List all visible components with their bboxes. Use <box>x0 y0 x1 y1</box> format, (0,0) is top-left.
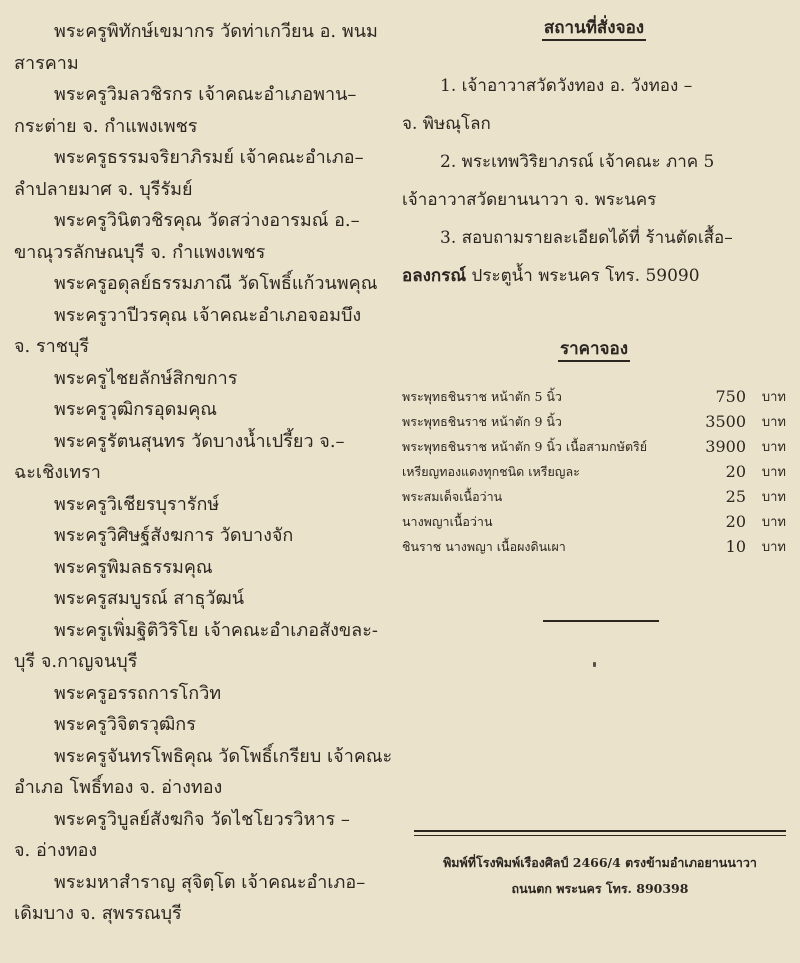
monk-list <box>14 16 396 930</box>
monk-entry-continuation: บุรี จ.กาญจนบุรี <box>14 651 138 672</box>
price-value: 20 <box>725 462 746 481</box>
shop-name: อลงกรณ์ <box>402 266 467 286</box>
price-item: พระพุทธชินราช หน้าตัก 9 นิ้ว <box>402 413 562 429</box>
booking-place <box>402 143 786 219</box>
monk-entry-continuation: สารคาม <box>14 52 79 74</box>
price-item: พระพุทธชินราช หน้าตัก 9 นิ้ว เนื้อสามกษัตริย์ <box>402 438 648 454</box>
shop-address: ประตูน้ำ พระนคร โทร. 59090 <box>466 266 700 286</box>
price-unit: บาท <box>761 515 786 530</box>
monk-entry-line: พระครูวิบูลย์สังฆกิจ วัดไชโยวรวิหาร – <box>54 808 350 830</box>
footer-line-2: ถนนตก พระนคร โทร. 890398 <box>511 881 689 896</box>
monk-entry <box>14 709 396 741</box>
footer-line-1: พิมพ์ที่โรงพิมพ์เรืองศิลป์ 2466/4 ตรงข้ามอำเภอยานนาวา <box>443 855 757 870</box>
monk-entry-continuation: จ. ราชบุรี <box>14 336 90 357</box>
monk-entry <box>14 678 396 710</box>
booking-place-continuation <box>402 257 786 295</box>
price-row <box>402 434 786 459</box>
price-unit: บาท <box>761 415 786 430</box>
monk-entry <box>14 804 396 867</box>
monk-entry <box>14 741 396 804</box>
monk-entry-line: พระครูวาปีวรคุณ เจ้าคณะอำเภอจอมบึง <box>54 304 362 326</box>
monk-entry <box>14 552 396 584</box>
monk-entry <box>14 394 396 426</box>
monk-entry-continuation: จ. อ่างทอง <box>14 840 98 861</box>
monk-entry-line: พระครูอดุลย์ธรรมภาณี วัดโพธิ์แก้วนพคุณ <box>54 273 378 294</box>
monk-entry-line: พระครูไชยลักษ์สิกขการ <box>54 367 238 389</box>
price-item: เหรียญทองแดงทุกชนิด เหรียญละ <box>402 463 580 479</box>
monk-entry-line: พระครูวิมลวชิรกร เจ้าคณะอำเภอพาน– <box>54 84 357 105</box>
monk-entry-continuation: อำเภอ โพธิ์ทอง จ. อ่างทอง <box>14 777 223 798</box>
monk-entry <box>14 867 396 930</box>
price-value: 20 <box>725 512 746 531</box>
monk-entry <box>14 426 396 489</box>
price-unit: บาท <box>761 540 786 555</box>
monk-entry-line: พระครูอรรถการโกวิท <box>54 682 222 704</box>
monk-entry-line: พระครูวิเชียรบุรารักษ์ <box>54 493 220 515</box>
price-item: พระพุทธชินราช หน้าตัก 5 นิ้ว <box>402 388 562 404</box>
monk-entry <box>14 16 396 79</box>
monk-entry-continuation: กระต่าย จ. กำแพงเพชร <box>14 115 198 137</box>
price-item: นางพญาเนื้อว่าน <box>402 513 493 529</box>
price-item: ชินราช นางพญา เนื้อผงดินเผา <box>402 538 566 554</box>
monk-entry-line: พระครูวิจิตรวุฒิกร <box>54 714 196 735</box>
price-row <box>402 409 786 434</box>
booking-place <box>402 219 786 295</box>
ink-dot <box>593 662 596 667</box>
printer-footer <box>412 850 788 902</box>
monk-entry-line: พระครูพิทักษ์เขมากร วัดท่าเกวียน อ. พนม <box>54 21 378 42</box>
price-unit: บาท <box>761 465 786 480</box>
monk-entry-line: พระครูจันทรโพธิคุณ วัดโพธิ์เกรียบ เจ้าคณะ <box>54 745 393 767</box>
monk-entry <box>14 79 396 142</box>
monk-entry <box>14 520 396 552</box>
monk-entry <box>14 300 396 363</box>
price-value: 25 <box>725 487 746 506</box>
booking-place-line: 3. สอบถามรายละเอียดได้ที่ ร้านตัดเสื้อ– <box>440 228 733 248</box>
monk-entry-continuation: ลำปลายมาศ จ. บุรีรัมย์ <box>14 178 193 200</box>
booking-place-continuation: เจ้าอาวาสวัดยานนาวา จ. พระนคร <box>402 190 657 210</box>
price-row <box>402 509 786 534</box>
monk-entry-continuation: ฉะเชิงเทรา <box>14 462 101 483</box>
booking-places-list <box>402 67 786 295</box>
booking-places-heading: สถานที่สั่งจอง <box>402 14 786 41</box>
price-row <box>402 534 786 559</box>
monk-entry-line: พระครูพิมลธรรมคุณ <box>54 556 213 578</box>
price-value: 750 <box>715 387 746 406</box>
monk-entry-continuation: ขาณุวรลักษณบุรี จ. กำแพงเพชร <box>14 241 266 263</box>
booking-place-continuation: จ. พิษณุโลก <box>402 114 491 134</box>
price-row <box>402 459 786 484</box>
price-table <box>402 384 786 559</box>
monk-entry-line: พระครูวินิตวชิรคุณ วัดสว่างอารมณ์ อ.– <box>54 210 360 231</box>
price-unit: บาท <box>761 490 786 505</box>
booking-place-line: 2. พระเทพวิริยาภรณ์ เจ้าคณะ ภาค 5 <box>440 152 715 172</box>
monk-entry <box>14 583 396 615</box>
booking-place <box>402 67 786 143</box>
footer-rule <box>414 830 786 836</box>
monk-entry-line: พระครูธรรมจริยาภิรมย์ เจ้าคณะอำเภอ– <box>54 147 364 168</box>
price-row <box>402 484 786 509</box>
divider <box>543 620 659 622</box>
monk-entry-line: พระครูเพิ่มฐิติวิริโย เจ้าคณะอำเภอสังขละ- <box>54 619 378 641</box>
booking-place-line: 1. เจ้าอาวาสวัดวังทอง อ. วังทอง – <box>440 76 693 96</box>
price-unit: บาท <box>761 440 786 455</box>
monk-entry-line: พระครูวุฒิกรอุดมคุณ <box>54 399 217 420</box>
monk-entry <box>14 205 396 268</box>
price-value: 3900 <box>705 437 746 456</box>
monk-entry <box>14 615 396 678</box>
price-value: 10 <box>725 537 746 556</box>
price-row <box>402 384 786 409</box>
monk-entry <box>14 268 396 300</box>
monk-entry <box>14 363 396 395</box>
price-unit: บาท <box>761 390 786 405</box>
price-value: 3500 <box>705 412 746 431</box>
price-item: พระสมเด็จเนื้อว่าน <box>402 488 503 504</box>
price-heading: ราคาจอง <box>402 335 786 362</box>
monk-entry-line: พระมหาสำราญ สุจิตฺโต เจ้าคณะอำเภอ– <box>54 871 366 893</box>
monk-entry-line: พระครูวิศิษฐ์สังฆการ วัดบางจัก <box>54 525 294 546</box>
monk-entry <box>14 142 396 205</box>
monk-entry-continuation: เดิมบาง จ. สุพรรณบุรี <box>14 903 182 924</box>
monk-entry <box>14 489 396 521</box>
monk-entry-line: พระครูสมบูรณ์ สาธุวัฒน์ <box>54 588 245 609</box>
monk-entry-line: พระครูรัตนสุนทร วัดบางน้ำเปรี้ยว จ.– <box>54 430 345 452</box>
right-column <box>402 14 786 559</box>
